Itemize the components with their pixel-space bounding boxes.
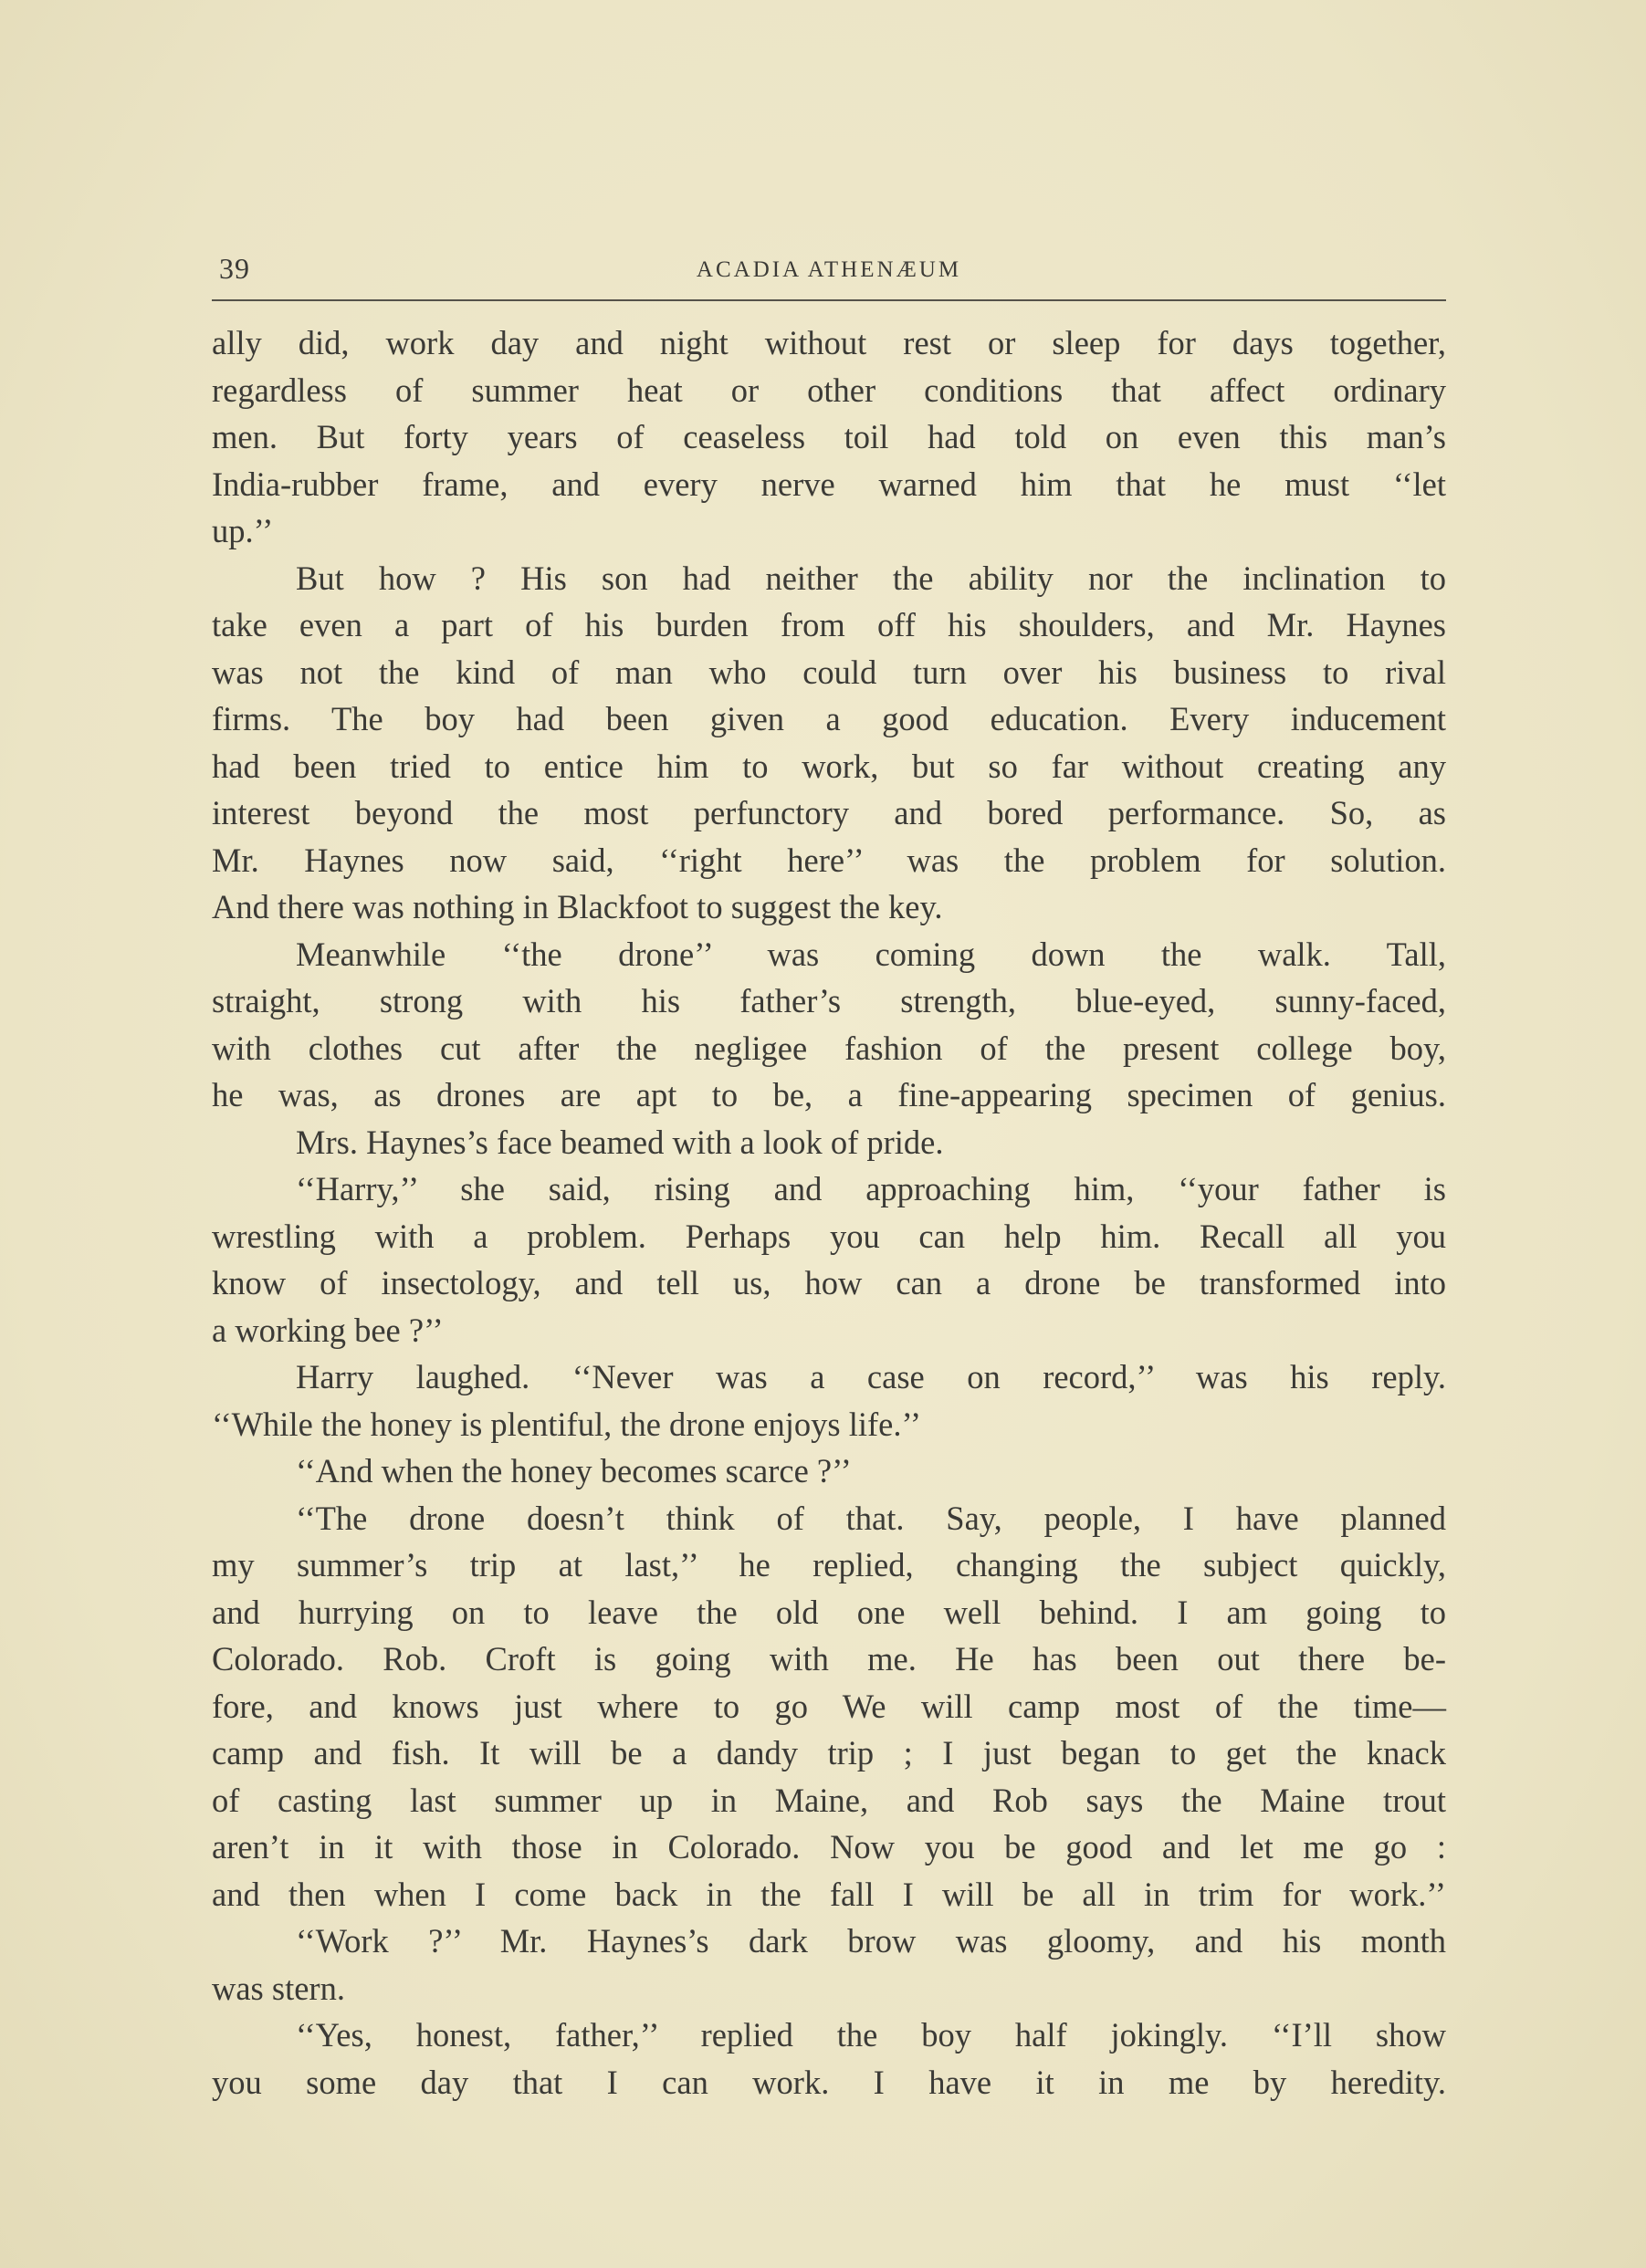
- text-line: regardless of summer heat or other conditions that affect ordinary: [212, 371, 1446, 409]
- text-line: up.’’: [212, 512, 274, 549]
- text-line: interest beyond the most perfunctory and bored performance. So, as: [212, 794, 1446, 831]
- text-line: of casting last summer up in Maine, and Rob says the Maine trout: [212, 1781, 1446, 1819]
- running-header: [212, 252, 1446, 298]
- text-line: know of insectology, and tell us, how can a drone be transformed into: [212, 1264, 1446, 1301]
- text-line: he was, as drones are apt to be, a fine-appearing specimen of genius.: [212, 1076, 1446, 1113]
- running-title: ACADIA ATHENÆUM: [696, 257, 962, 282]
- text-line: ‘‘Harry,’’ she said, rising and approaching him, ‘‘your father is: [296, 1170, 1446, 1207]
- text-line: ‘‘Work ?’’ Mr. Haynes’s dark brow was gloomy, and his month: [296, 1922, 1446, 1960]
- page-number: 39: [219, 252, 250, 285]
- text-line: camp and fish. It will be a dandy trip ; I just began to get the knack: [212, 1734, 1446, 1772]
- text-line: my summer’s trip at last,’’ he replied, changing the subject quickly,: [212, 1546, 1446, 1583]
- text-line: Colorado. Rob. Croft is going with me. He has been out there be-: [212, 1640, 1446, 1677]
- text-line: Mr. Haynes now said, ‘‘right here’’ was the problem for solution.: [212, 841, 1446, 879]
- text-line: But how ? His son had neither the ability nor the inclination to: [296, 559, 1446, 597]
- text-line: firms. The boy had been given a good education. Every inducement: [212, 700, 1446, 737]
- text-line: Harry laughed. ‘‘Never was a case on record,’’ was his reply.: [296, 1358, 1446, 1395]
- text-line: and then when I come back in the fall I will be all in trim for work.’’: [212, 1875, 1446, 1913]
- text-line: Meanwhile ‘‘the drone’’ was coming down the walk. Tall,: [296, 935, 1446, 973]
- text-line: And there was nothing in Blackfoot to suggest the key.: [212, 888, 943, 925]
- text-line: and hurrying on to leave the old one well behind. I am going to: [212, 1593, 1446, 1631]
- text-line: India-rubber frame, and every nerve warned him that he must ‘‘let: [212, 465, 1446, 503]
- text-line: had been tried to entice him to work, but so far without creating any: [212, 747, 1446, 785]
- text-line: fore, and knows just where to go We will camp most of the time—: [212, 1687, 1446, 1725]
- text-line: ‘‘While the honey is plentiful, the drone enjoys life.’’: [212, 1405, 922, 1443]
- text-line: ‘‘Yes, honest, father,’’ replied the boy half jokingly. ‘‘I’ll show: [296, 2016, 1446, 2054]
- text-line: ally did, work day and night without rest or sleep for days together,: [212, 324, 1446, 361]
- header-rule: [212, 299, 1446, 301]
- text-line: was not the kind of man who could turn over his business to rival: [212, 653, 1446, 691]
- text-line: men. But forty years of ceaseless toil had told on even this man’s: [212, 418, 1446, 455]
- text-line: with clothes cut after the negligee fashion of the present college boy,: [212, 1029, 1446, 1067]
- text-line: ‘‘And when the honey becomes scarce ?’’: [296, 1452, 852, 1489]
- text-line: straight, strong with his father’s strength, blue-eyed, sunny-faced,: [212, 982, 1446, 1019]
- text-line: you some day that I can work. I have it in me by heredity.: [212, 2063, 1446, 2101]
- text-line: take even a part of his burden from off his shoulders, and Mr. Haynes: [212, 606, 1446, 643]
- text-line: a working bee ?’’: [212, 1311, 444, 1349]
- body-text: [212, 319, 1446, 2106]
- text-line: Mrs. Haynes’s face beamed with a look of pride.: [296, 1123, 944, 1161]
- text-line: wrestling with a problem. Perhaps you can help him. Recall all you: [212, 1217, 1446, 1255]
- text-line: aren’t in it with those in Colorado. Now you be good and let me go :: [212, 1828, 1446, 1866]
- text-line: was stern.: [212, 1969, 345, 2007]
- text-line: ‘‘The drone doesn’t think of that. Say, people, I have planned: [296, 1499, 1446, 1537]
